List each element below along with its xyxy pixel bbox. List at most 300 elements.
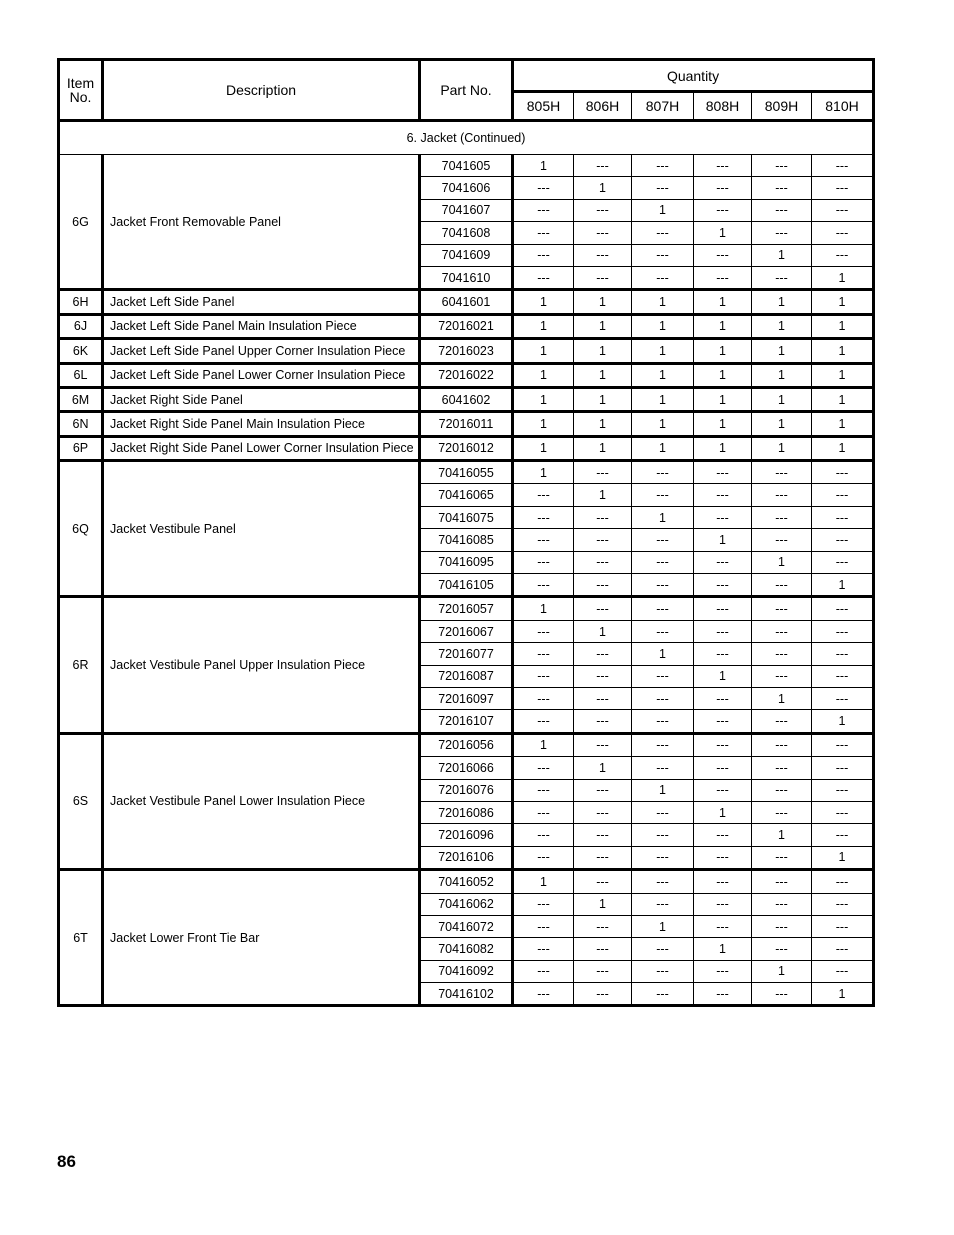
quantity-cell: ---	[632, 846, 694, 869]
quantity-cell: ---	[513, 551, 574, 573]
part-no-cell: 72016106	[420, 846, 513, 869]
quantity-cell: ---	[752, 779, 812, 801]
quantity-cell: 1	[513, 363, 574, 387]
quantity-cell: ---	[574, 199, 632, 221]
part-no-cell: 72016057	[420, 597, 513, 620]
quantity-cell: ---	[632, 266, 694, 289]
part-no-cell: 72016022	[420, 363, 513, 387]
part-no-cell: 72016056	[420, 733, 513, 756]
part-no-cell: 70416075	[420, 506, 513, 528]
quantity-cell: ---	[513, 960, 574, 982]
quantity-cell: ---	[752, 665, 812, 687]
quantity-cell: 1	[574, 314, 632, 338]
item-no-header: Item No.	[59, 60, 103, 121]
quantity-cell: 1	[752, 314, 812, 338]
quantity-cell: ---	[812, 177, 874, 199]
quantity-cell: ---	[812, 938, 874, 960]
quantity-cell: ---	[694, 757, 752, 779]
quantity-cell: ---	[812, 199, 874, 221]
part-no-cell: 7041606	[420, 177, 513, 199]
quantity-cell: ---	[513, 757, 574, 779]
quantity-cell: ---	[752, 597, 812, 620]
quantity-cell: ---	[513, 177, 574, 199]
quantity-cell: ---	[513, 199, 574, 221]
quantity-cell: 1	[812, 266, 874, 289]
table-row	[59, 387, 874, 411]
quantity-cell: ---	[574, 824, 632, 846]
quantity-cell: ---	[574, 665, 632, 687]
quantity-cell: 1	[694, 412, 752, 436]
quantity-cell: 1	[752, 960, 812, 982]
table-row	[59, 436, 874, 460]
item-no-cell: 6J	[59, 314, 103, 338]
quantity-cell: ---	[513, 824, 574, 846]
page-number: 86	[57, 1152, 76, 1171]
part-no-cell: 72016087	[420, 665, 513, 687]
quantity-cell: ---	[752, 915, 812, 937]
quantity-cell: ---	[513, 915, 574, 937]
quantity-cell: ---	[694, 779, 752, 801]
quantity-cell: 1	[752, 436, 812, 460]
quantity-cell: ---	[513, 484, 574, 506]
quantity-cell: ---	[694, 643, 752, 665]
quantity-cell: 1	[752, 387, 812, 411]
part-no-cell: 70416102	[420, 983, 513, 1006]
table-row	[59, 461, 874, 484]
quantity-cell: ---	[812, 222, 874, 244]
quantity-cell: ---	[694, 506, 752, 528]
quantity-cell: ---	[694, 574, 752, 597]
description-cell: Jacket Vestibule Panel Upper Insulation Piece	[103, 597, 420, 733]
quantity-cell: 1	[752, 244, 812, 266]
part-no-cell: 72016107	[420, 710, 513, 733]
description-cell: Jacket Front Removable Panel	[103, 155, 420, 290]
quantity-cell: ---	[812, 779, 874, 801]
part-no-cell: 70416082	[420, 938, 513, 960]
quantity-cell: 1	[694, 801, 752, 823]
quantity-cell: 1	[694, 665, 752, 687]
quantity-cell: ---	[812, 643, 874, 665]
quantity-cell: ---	[632, 665, 694, 687]
item-no-cell: 6K	[59, 339, 103, 363]
quantity-cell: ---	[574, 461, 632, 484]
part-no-cell: 72016021	[420, 314, 513, 338]
quantity-cell: 1	[574, 412, 632, 436]
quantity-cell: ---	[694, 155, 752, 177]
quantity-cell: 1	[752, 412, 812, 436]
description-cell: Jacket Right Side Panel Main Insulation Piece	[103, 412, 420, 436]
quantity-cell: ---	[632, 757, 694, 779]
quantity-cell: ---	[574, 710, 632, 733]
quantity-cell: ---	[812, 155, 874, 177]
quantity-cell: 1	[812, 339, 874, 363]
part-no-cell: 72016012	[420, 436, 513, 460]
quantity-cell: 1	[632, 412, 694, 436]
quantity-cell: 1	[752, 687, 812, 709]
quantity-cell: ---	[694, 461, 752, 484]
quantity-cell: 1	[812, 387, 874, 411]
quantity-cell: ---	[513, 643, 574, 665]
quantity-cell: ---	[812, 484, 874, 506]
quantity-cell: ---	[812, 529, 874, 551]
quantity-cell: 1	[574, 484, 632, 506]
quantity-cell: ---	[812, 506, 874, 528]
quantity-cell: 1	[632, 314, 694, 338]
quantity-cell: ---	[812, 757, 874, 779]
quantity-cell: 1	[513, 733, 574, 756]
description-header: Description	[103, 60, 420, 121]
quantity-cell: ---	[694, 733, 752, 756]
part-no-cell: 70416085	[420, 529, 513, 551]
part-no-cell: 72016011	[420, 412, 513, 436]
quantity-cell: ---	[513, 710, 574, 733]
quantity-cell: 1	[694, 290, 752, 314]
part-no-cell: 72016097	[420, 687, 513, 709]
quantity-cell: ---	[513, 620, 574, 642]
model-header-807h: 807H	[632, 92, 694, 121]
quantity-cell: 1	[632, 436, 694, 460]
quantity-cell: ---	[752, 938, 812, 960]
quantity-cell: ---	[694, 687, 752, 709]
quantity-cell: 1	[513, 412, 574, 436]
quantity-cell: ---	[574, 870, 632, 893]
quantity-cell: 1	[513, 339, 574, 363]
quantity-cell: ---	[632, 222, 694, 244]
part-no-cell: 72016077	[420, 643, 513, 665]
table-body	[59, 121, 874, 1006]
quantity-cell: 1	[574, 436, 632, 460]
quantity-header: Quantity	[513, 60, 874, 92]
quantity-cell: ---	[513, 574, 574, 597]
quantity-cell: ---	[632, 870, 694, 893]
quantity-cell: ---	[752, 484, 812, 506]
quantity-cell: ---	[812, 915, 874, 937]
quantity-cell: ---	[694, 870, 752, 893]
part-no-cell: 72016067	[420, 620, 513, 642]
quantity-cell: 1	[574, 893, 632, 915]
table-row	[59, 412, 874, 436]
table-row	[59, 339, 874, 363]
quantity-cell: ---	[694, 620, 752, 642]
quantity-cell: ---	[752, 529, 812, 551]
item-no-cell: 6G	[59, 155, 103, 290]
quantity-cell: 1	[812, 846, 874, 869]
quantity-cell: ---	[752, 620, 812, 642]
quantity-cell: ---	[694, 266, 752, 289]
quantity-cell: 1	[694, 339, 752, 363]
quantity-cell: 1	[574, 177, 632, 199]
quantity-cell: ---	[752, 846, 812, 869]
quantity-cell: ---	[752, 870, 812, 893]
quantity-cell: ---	[752, 461, 812, 484]
quantity-cell: 1	[574, 290, 632, 314]
quantity-cell: ---	[632, 244, 694, 266]
quantity-cell: 1	[632, 339, 694, 363]
part-no-cell: 72016086	[420, 801, 513, 823]
description-cell: Jacket Left Side Panel Main Insulation Piece	[103, 314, 420, 338]
quantity-cell: 1	[812, 436, 874, 460]
quantity-cell: ---	[513, 938, 574, 960]
quantity-cell: ---	[632, 893, 694, 915]
quantity-cell: ---	[694, 177, 752, 199]
part-no-cell: 70416092	[420, 960, 513, 982]
model-header-806h: 806H	[574, 92, 632, 121]
quantity-cell: ---	[574, 222, 632, 244]
quantity-cell: 1	[513, 314, 574, 338]
part-no-header: Part No.	[420, 60, 513, 121]
quantity-cell: ---	[632, 574, 694, 597]
quantity-cell: ---	[694, 960, 752, 982]
quantity-cell: 1	[513, 870, 574, 893]
quantity-cell: 1	[632, 779, 694, 801]
part-no-cell: 70416095	[420, 551, 513, 573]
quantity-cell: ---	[513, 506, 574, 528]
quantity-cell: ---	[513, 222, 574, 244]
quantity-cell: ---	[632, 824, 694, 846]
quantity-cell: 1	[574, 387, 632, 411]
table-row	[59, 733, 874, 756]
quantity-cell: ---	[574, 938, 632, 960]
table-row	[59, 870, 874, 893]
part-no-cell: 72016023	[420, 339, 513, 363]
quantity-cell: ---	[752, 266, 812, 289]
quantity-cell: ---	[694, 846, 752, 869]
quantity-cell: ---	[694, 597, 752, 620]
part-no-cell: 72016066	[420, 757, 513, 779]
item-no-cell: 6N	[59, 412, 103, 436]
quantity-cell: ---	[574, 155, 632, 177]
model-header-808h: 808H	[694, 92, 752, 121]
table-row	[59, 155, 874, 177]
quantity-cell: ---	[694, 551, 752, 573]
item-no-cell: 6P	[59, 436, 103, 460]
quantity-cell: ---	[812, 665, 874, 687]
quantity-cell: ---	[694, 244, 752, 266]
quantity-cell: ---	[752, 733, 812, 756]
quantity-cell: ---	[574, 846, 632, 869]
quantity-cell: ---	[513, 665, 574, 687]
quantity-cell: ---	[752, 199, 812, 221]
quantity-cell: ---	[752, 710, 812, 733]
quantity-cell: 1	[812, 290, 874, 314]
section-row	[59, 121, 874, 155]
part-no-cell: 7041608	[420, 222, 513, 244]
quantity-cell: ---	[694, 915, 752, 937]
parts-table	[57, 58, 875, 1007]
quantity-cell: 1	[812, 574, 874, 597]
description-cell: Jacket Vestibule Panel	[103, 461, 420, 597]
quantity-cell: ---	[632, 801, 694, 823]
quantity-cell: ---	[574, 266, 632, 289]
quantity-cell: ---	[513, 801, 574, 823]
quantity-cell: ---	[812, 551, 874, 573]
table-row	[59, 290, 874, 314]
quantity-cell: 1	[812, 363, 874, 387]
quantity-cell: ---	[752, 222, 812, 244]
quantity-cell: 1	[752, 824, 812, 846]
quantity-cell: ---	[574, 983, 632, 1006]
quantity-cell: 1	[694, 387, 752, 411]
quantity-cell: 1	[513, 461, 574, 484]
quantity-cell: ---	[752, 893, 812, 915]
quantity-cell: ---	[632, 620, 694, 642]
quantity-cell: ---	[632, 551, 694, 573]
quantity-cell: ---	[632, 938, 694, 960]
quantity-cell: ---	[694, 893, 752, 915]
quantity-cell: 1	[812, 983, 874, 1006]
quantity-cell: 1	[812, 710, 874, 733]
quantity-cell: ---	[752, 177, 812, 199]
quantity-cell: ---	[752, 801, 812, 823]
quantity-cell: ---	[513, 893, 574, 915]
section-title: 6. Jacket (Continued)	[59, 121, 874, 155]
quantity-cell: 1	[752, 551, 812, 573]
quantity-cell: ---	[574, 643, 632, 665]
quantity-cell: 1	[632, 387, 694, 411]
quantity-cell: ---	[752, 757, 812, 779]
description-cell: Jacket Left Side Panel Lower Corner Insulation Piece	[103, 363, 420, 387]
quantity-cell: ---	[574, 529, 632, 551]
quantity-cell: ---	[812, 461, 874, 484]
quantity-cell: ---	[574, 506, 632, 528]
item-no-cell: 6T	[59, 870, 103, 1006]
quantity-cell: 1	[574, 757, 632, 779]
quantity-cell: ---	[632, 597, 694, 620]
quantity-cell: ---	[694, 484, 752, 506]
quantity-cell: ---	[632, 687, 694, 709]
item-no-cell: 6M	[59, 387, 103, 411]
part-no-cell: 7041610	[420, 266, 513, 289]
quantity-cell: ---	[574, 244, 632, 266]
quantity-cell: 1	[812, 314, 874, 338]
quantity-cell: 1	[574, 620, 632, 642]
quantity-cell: ---	[632, 733, 694, 756]
part-no-cell: 70416052	[420, 870, 513, 893]
description-cell: Jacket Left Side Panel	[103, 290, 420, 314]
quantity-cell: 1	[694, 938, 752, 960]
quantity-cell: ---	[632, 710, 694, 733]
quantity-cell: ---	[812, 687, 874, 709]
part-no-cell: 70416062	[420, 893, 513, 915]
quantity-cell: ---	[752, 506, 812, 528]
quantity-cell: ---	[632, 461, 694, 484]
quantity-cell: ---	[812, 733, 874, 756]
part-no-cell: 6041601	[420, 290, 513, 314]
description-cell: Jacket Right Side Panel Lower Corner Insulation Piece	[103, 436, 420, 460]
quantity-cell: 1	[513, 290, 574, 314]
quantity-cell: 1	[513, 436, 574, 460]
description-cell: Jacket Right Side Panel	[103, 387, 420, 411]
quantity-cell: 1	[632, 506, 694, 528]
quantity-cell: 1	[752, 339, 812, 363]
quantity-cell: 1	[513, 597, 574, 620]
quantity-cell: 1	[513, 387, 574, 411]
part-no-cell: 70416072	[420, 915, 513, 937]
quantity-cell: ---	[752, 983, 812, 1006]
part-no-cell: 6041602	[420, 387, 513, 411]
quantity-cell: ---	[513, 779, 574, 801]
quantity-cell: ---	[812, 824, 874, 846]
quantity-cell: ---	[574, 574, 632, 597]
model-header-809h: 809H	[752, 92, 812, 121]
quantity-cell: ---	[694, 710, 752, 733]
quantity-cell: 1	[752, 363, 812, 387]
quantity-cell: ---	[752, 155, 812, 177]
quantity-cell: ---	[574, 915, 632, 937]
part-no-cell: 72016076	[420, 779, 513, 801]
description-cell: Jacket Lower Front Tie Bar	[103, 870, 420, 1006]
quantity-cell: ---	[694, 824, 752, 846]
part-no-cell: 70416055	[420, 461, 513, 484]
part-no-cell: 70416105	[420, 574, 513, 597]
quantity-cell: ---	[812, 801, 874, 823]
quantity-cell: ---	[632, 177, 694, 199]
quantity-cell: 1	[694, 363, 752, 387]
quantity-cell: ---	[694, 983, 752, 1006]
quantity-cell: ---	[812, 597, 874, 620]
quantity-cell: 1	[632, 363, 694, 387]
quantity-cell: 1	[632, 915, 694, 937]
model-header-810h: 810H	[812, 92, 874, 121]
part-no-cell: 7041605	[420, 155, 513, 177]
quantity-cell: ---	[632, 960, 694, 982]
part-no-cell: 7041609	[420, 244, 513, 266]
quantity-cell: ---	[513, 529, 574, 551]
quantity-cell: ---	[812, 870, 874, 893]
quantity-cell: 1	[694, 314, 752, 338]
item-no-cell: 6R	[59, 597, 103, 733]
quantity-cell: ---	[513, 266, 574, 289]
item-no-cell: 6H	[59, 290, 103, 314]
description-cell: Jacket Left Side Panel Upper Corner Insulation Piece	[103, 339, 420, 363]
quantity-cell: 1	[513, 155, 574, 177]
model-header-805h: 805H	[513, 92, 574, 121]
table-row	[59, 314, 874, 338]
quantity-cell: 1	[632, 199, 694, 221]
quantity-cell: ---	[812, 960, 874, 982]
item-no-cell: 6L	[59, 363, 103, 387]
quantity-cell: 1	[632, 643, 694, 665]
quantity-cell: ---	[513, 244, 574, 266]
quantity-cell: ---	[574, 733, 632, 756]
quantity-cell: 1	[574, 339, 632, 363]
part-no-cell: 7041607	[420, 199, 513, 221]
item-no-cell: 6Q	[59, 461, 103, 597]
quantity-cell: ---	[574, 779, 632, 801]
table-row	[59, 363, 874, 387]
quantity-cell: ---	[812, 620, 874, 642]
quantity-cell: ---	[812, 893, 874, 915]
quantity-cell: ---	[513, 846, 574, 869]
quantity-cell: ---	[632, 529, 694, 551]
quantity-cell: ---	[632, 155, 694, 177]
item-no-cell: 6S	[59, 733, 103, 869]
quantity-cell: 1	[632, 290, 694, 314]
quantity-cell: ---	[513, 983, 574, 1006]
quantity-cell: 1	[694, 222, 752, 244]
quantity-cell: ---	[513, 687, 574, 709]
quantity-cell: ---	[632, 484, 694, 506]
part-no-cell: 72016096	[420, 824, 513, 846]
quantity-cell: ---	[574, 551, 632, 573]
quantity-cell: ---	[574, 960, 632, 982]
quantity-cell: ---	[752, 643, 812, 665]
part-no-cell: 70416065	[420, 484, 513, 506]
quantity-cell: ---	[574, 687, 632, 709]
table-row	[59, 597, 874, 620]
description-cell: Jacket Vestibule Panel Lower Insulation Piece	[103, 733, 420, 869]
quantity-cell: 1	[812, 412, 874, 436]
